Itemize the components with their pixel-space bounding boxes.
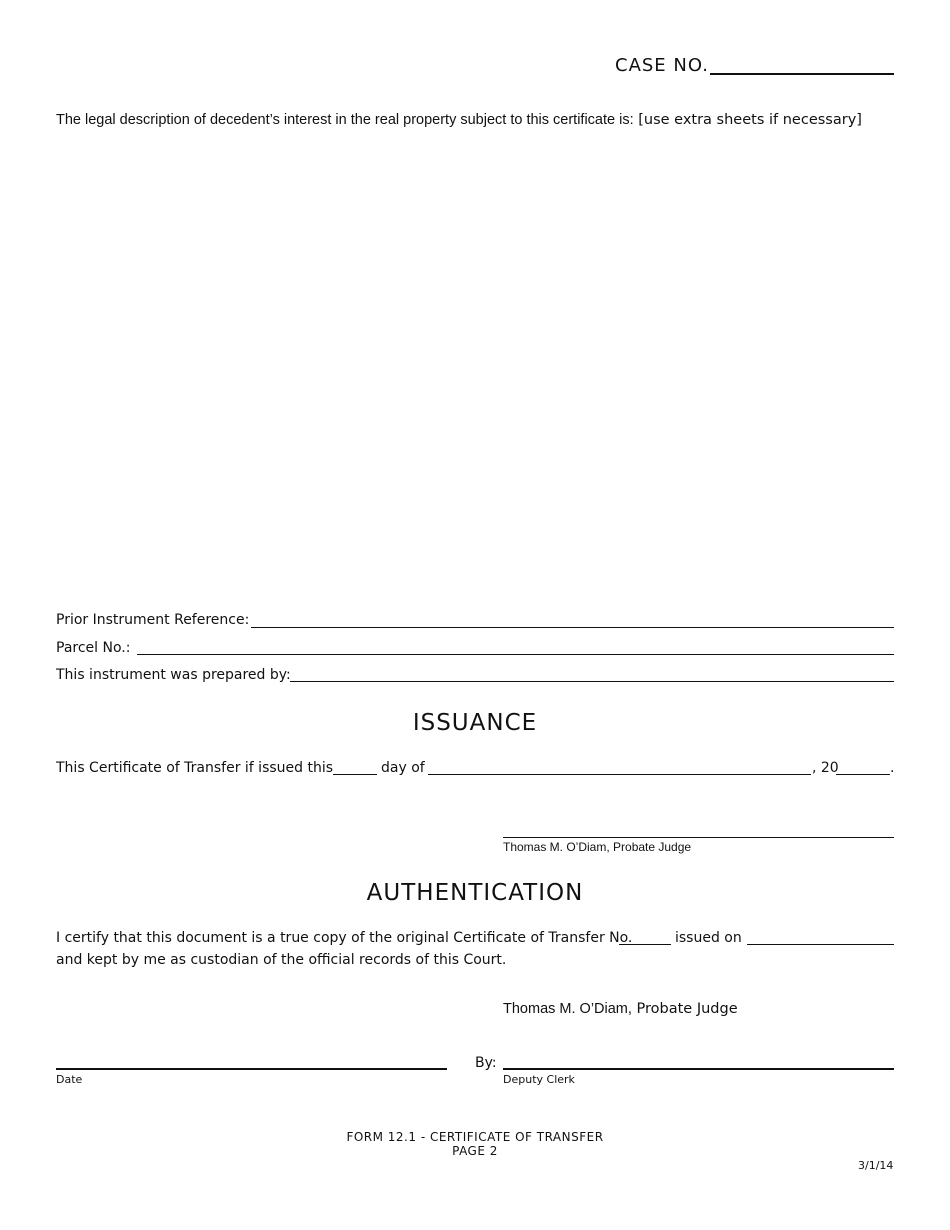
date-label: Date	[56, 1073, 83, 1086]
authentication-text-line1-b: issued on	[675, 930, 742, 946]
authentication-heading: AUTHENTICATION	[366, 880, 584, 906]
issuance-month-field[interactable]	[428, 774, 811, 775]
deputy-clerk-label: Deputy Clerk	[503, 1073, 575, 1086]
judge-signature-line[interactable]	[503, 837, 894, 838]
issuance-text-b: day of	[381, 760, 425, 776]
legal-description-area[interactable]	[56, 140, 894, 590]
authentication-text-line1-a: I certify that this document is a true copy of the original Certificate of Transfer No.	[56, 930, 633, 946]
date-field[interactable]	[56, 1068, 447, 1070]
case-no-label: CASE NO.	[615, 55, 710, 76]
case-no-field[interactable]	[710, 73, 894, 75]
footer-page-number: PAGE 2	[452, 1144, 498, 1158]
issuance-heading: ISSUANCE	[412, 710, 538, 736]
by-label: By:	[475, 1055, 497, 1071]
issuance-year-field[interactable]	[836, 774, 890, 775]
footer-revision-date: 3/1/14	[858, 1159, 894, 1172]
issuance-text-d: .	[890, 760, 895, 776]
prior-instrument-field[interactable]	[251, 627, 894, 628]
legal-description-intro	[56, 111, 862, 129]
legal-description-text: The legal description of decedent’s interest in the real property subject to this certificate is:	[56, 112, 634, 128]
certificate-no-field[interactable]	[619, 944, 671, 945]
judge-signature-label: Thomas M. O’Diam, Probate Judge	[503, 840, 692, 854]
footer-form-name: FORM 12.1 - CERTIFICATE OF TRANSFER	[346, 1130, 604, 1144]
authentication-judge-title: Probate Judge	[636, 1001, 738, 1017]
parcel-no-field[interactable]	[137, 654, 894, 655]
issuance-day-field[interactable]	[333, 774, 377, 775]
prepared-by-label: This instrument was prepared by:	[56, 667, 291, 683]
authentication-text-line2: and kept by me as custodian of the official records of this Court.	[56, 952, 507, 968]
issuance-text-c: , 20	[812, 760, 839, 776]
prior-instrument-label: Prior Instrument Reference:	[56, 612, 250, 628]
legal-description-note: [use extra sheets if necessary]	[638, 112, 862, 128]
deputy-clerk-signature-field[interactable]	[503, 1068, 894, 1070]
parcel-no-label: Parcel No.:	[56, 640, 131, 656]
issued-on-field[interactable]	[747, 944, 894, 945]
authentication-judge-name: Thomas M. O’Diam,	[503, 1001, 632, 1017]
issuance-text-a: This Certificate of Transfer if issued this	[56, 760, 334, 776]
authentication-judge	[503, 1001, 738, 1017]
prepared-by-field[interactable]	[290, 681, 894, 682]
